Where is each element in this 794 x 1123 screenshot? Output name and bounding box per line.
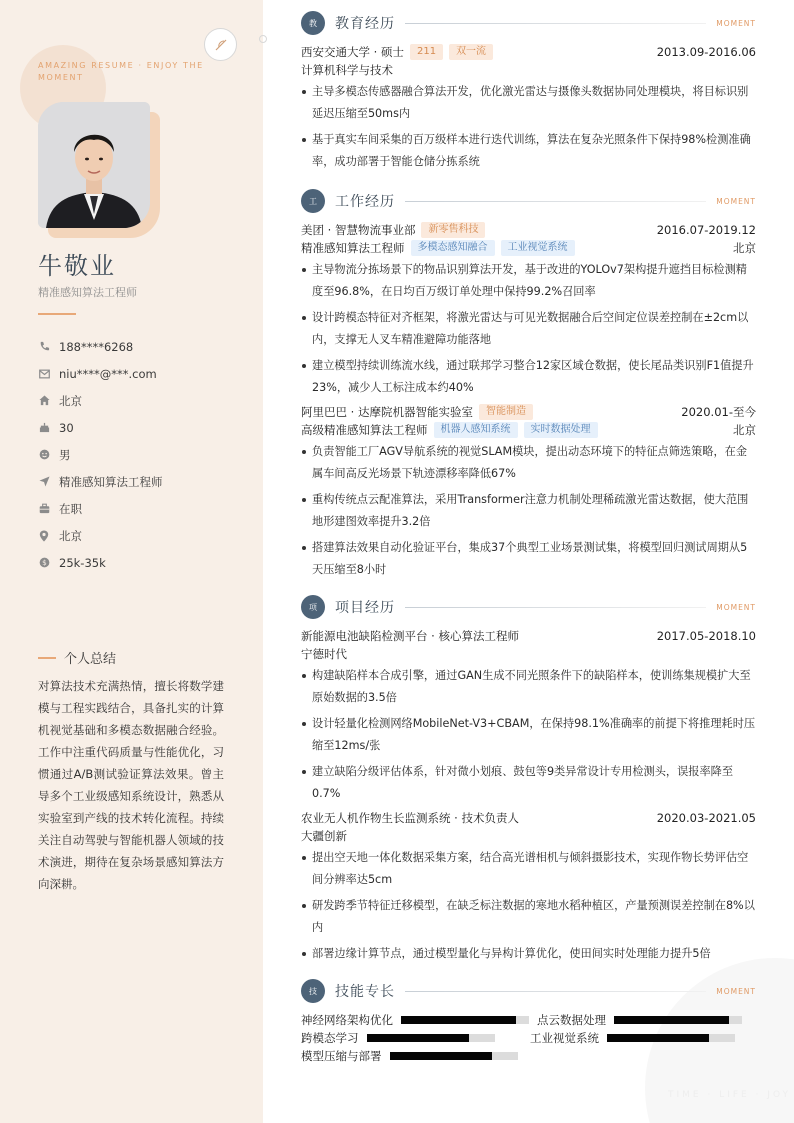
list-item: 构建缺陷样本合成引擎，通过GAN生成不同光照条件下的缺陷样本，使训练集规模扩大至原始数据的3.5倍 [301,665,756,709]
job-date: 2016.07-2019.12 [656,223,756,237]
section-badge: 教 [301,11,325,35]
contact-email: niu****@***.com [38,360,163,387]
skill-bar-fill [614,1016,729,1024]
education-date: 2013.09-2016.06 [656,45,756,59]
summary-text: 对算法技术充满热情，擅长将数学建模与工程实践结合，具备扎实的计算机视觉基础和多模态数据融合经验。工作中注重代码质量与性能优化，习惯通过A/B测试验证算法效果。曾主导多个工业级感知系统设计，熟悉从实验室到产线的技术转化流程。持续关注自动驾驶与智能机器人领域的技术演进，期待在复杂场景感知算法方向深耕。 [38,679,224,891]
job-role: 高级精准感知算法工程师 [301,423,428,437]
section-divider [405,201,706,202]
section-title: 技能专长 [335,984,395,1000]
section-projects [301,595,756,969]
skill-bar-fill [390,1052,492,1060]
job-header [301,221,756,239]
role-tag: 多模态感知融合 [411,240,495,256]
decorative-dot [259,35,267,43]
section-work [301,189,756,585]
project-org: 宁德时代 [301,647,347,661]
skill-item: 神经网络架构优化 [301,1012,529,1028]
company-tag: 智能制造 [479,404,533,420]
phone-icon [38,341,50,353]
section-tag: MOMENT [716,986,756,996]
company-name: 美团 · 智慧物流事业部 [301,223,416,237]
location-pin-icon [38,530,50,542]
contact-status: 在职 [38,495,163,522]
summary-heading: 个人总结 [38,648,116,667]
project-name: 农业无人机作物生长监测系统 · 技术负责人 [301,811,519,825]
face-icon [38,449,50,461]
section-divider [405,991,706,992]
section-title: 教育经历 [335,16,395,32]
list-item: 建立缺陷分级评估体系，针对微小划痕、鼓包等9类异常设计专用检测头，误报率降至0.7% [301,761,756,805]
project-org: 大疆创新 [301,829,347,843]
list-item: 主导物流分拣场景下的物品识别算法开发，基于改进的YOLOv7架构提升遮挡目标检测精度至96.8%，在日均百万级订单处理中保持99.2%召回率 [301,259,756,303]
section-tag: MOMENT [716,196,756,206]
section-badge: 工 [301,189,325,213]
job-header [301,403,756,421]
list-item: 搭建算法效果自动化验证平台，集成37个典型工业场景测试集，将模型回归测试周期从5天压缩至8小时 [301,537,756,581]
project-bullets [301,847,756,965]
skill-item: 跨模态学习 [301,1030,495,1046]
section-title: 项目经历 [335,600,395,616]
skill-bar-fill [367,1034,469,1042]
candidate-name: 牛敬业 [38,252,116,280]
cake-icon [38,422,50,434]
section-title: 工作经历 [335,194,395,210]
education-major: 计算机科学与技术 [301,63,393,77]
list-item: 建立模型持续训练流水线，通过联邦学习整合12家区域仓数据，使长尾品类识别F1值提升23%，减少人工标注成本约40% [301,355,756,399]
section-education [301,11,756,177]
section-badge: 项 [301,595,325,619]
skill-bar [390,1052,518,1060]
company-name: 阿里巴巴 · 达摩院机器智能实验室 [301,405,473,419]
send-icon [38,476,50,488]
role-tag: 机器人感知系统 [434,422,518,438]
skill-bar [367,1034,495,1042]
skill-bar [607,1034,735,1042]
job-role-row [301,239,756,257]
role-tag: 工业视觉系统 [501,240,575,256]
skill-bar [614,1016,742,1024]
section-tag: MOMENT [716,602,756,612]
contact-age: 30 [38,414,163,441]
svg-text:$: $ [41,558,47,568]
education-bullets [301,81,756,173]
section-tag: MOMENT [716,18,756,28]
list-item: 重构传统点云配准算法，采用Transformer注意力机制处理稀疏激光雷达数据，使大范围地形建图效率提升3.2倍 [301,489,756,533]
job-role: 精准感知算法工程师 [301,241,405,255]
list-item: 基于真实车间采集的百万级样本进行迭代训练，算法在复杂光照条件下保持98%检测准确率，成功部署于智能仓储分拣系统 [301,129,756,173]
list-item: 设计轻量化检测网络MobileNet-V3+CBAM，在保持98.1%准确率的前提下将推理耗时压缩至12ms/张 [301,713,756,757]
list-item: 部署边缘计算节点，通过模型量化与异构计算优化，使田间实时处理能力提升5倍 [301,943,756,965]
skill-item: 模型压缩与部署 [301,1048,518,1064]
job-date: 2020.01-至今 [681,405,756,419]
school-name: 西安交通大学 · 硕士 [301,45,404,59]
project-date: 2020.03-2021.05 [656,811,756,825]
briefcase-icon [38,503,50,515]
contact-home: 北京 [38,387,163,414]
skill-bar-fill [607,1034,709,1042]
accent-divider [38,313,76,315]
contact-gender: 男 [38,441,163,468]
section-header [301,979,756,1003]
project-date: 2017.05-2018.10 [656,629,756,643]
list-item: 负责智能工厂AGV导航系统的视觉SLAM模块，提出动态环境下的特征点筛选策略，在金属车间高反光场景下轨迹漂移率降低67% [301,441,756,485]
job-bullets [301,259,756,399]
decorative-circle [204,28,237,61]
mail-icon [38,368,50,380]
project-header [301,627,756,645]
skill-item: 工业视觉系统 [530,1030,735,1046]
school-tag: 双一流 [449,44,493,60]
job-role-row [301,421,756,439]
contact-location: 北京 [38,522,163,549]
role-tag: 实时数据处理 [524,422,598,438]
contact-salary: $ 25k-35k [38,549,163,576]
section-skills [301,979,756,1003]
section-header [301,595,756,619]
money-icon [38,557,50,569]
summary-accent-line [38,657,56,659]
footer-decoration: TIME · LIFE · JOY [668,1090,792,1100]
skill-bar-fill [401,1016,516,1024]
project-bullets [301,665,756,805]
list-item: 提出空天地一体化数据采集方案，结合高光谱相机与倾斜摄影技术，实现作物长势评估空间分辨率达5cm [301,847,756,891]
section-divider [405,23,706,24]
section-divider [405,607,706,608]
school-tag: 211 [410,44,443,60]
contact-target-job: 精准感知算法工程师 [38,468,163,495]
contact-list [38,333,163,576]
list-item: 设计跨模态特征对齐框架，将激光雷达与可见光数据融合后空间定位误差控制在±2cm以内，支撑无人叉车精准避障功能落地 [301,307,756,351]
home-icon [38,395,50,407]
skill-bar [401,1016,529,1024]
job-city: 北京 [733,423,756,437]
education-row [301,43,756,61]
sidebar [0,0,263,1123]
candidate-title: 精准感知算法工程师 [38,286,137,299]
profile-photo [38,102,150,228]
contact-phone: 188****6268 [38,333,163,360]
company-tag: 新零售科技 [421,222,485,238]
project-name: 新能源电池缺陷检测平台 · 核心算法工程师 [301,629,519,643]
tagline: AMAZING RESUME · ENJOY THE MOMENT [38,61,204,82]
quill-icon [214,38,228,52]
section-badge: 技 [301,979,325,1003]
project-header [301,809,756,827]
list-item: 研发跨季节特征迁移模型，在缺乏标注数据的寒地水稻种植区，产量预测误差控制在8%以内 [301,895,756,939]
job-city: 北京 [733,241,756,255]
job-bullets [301,441,756,581]
section-header [301,11,756,35]
skill-item: 点云数据处理 [537,1012,742,1028]
list-item: 主导多模态传感器融合算法开发，优化激光雷达与摄像头数据协同处理模块，将目标识别延迟压缩至50ms内 [301,81,756,125]
section-header [301,189,756,213]
